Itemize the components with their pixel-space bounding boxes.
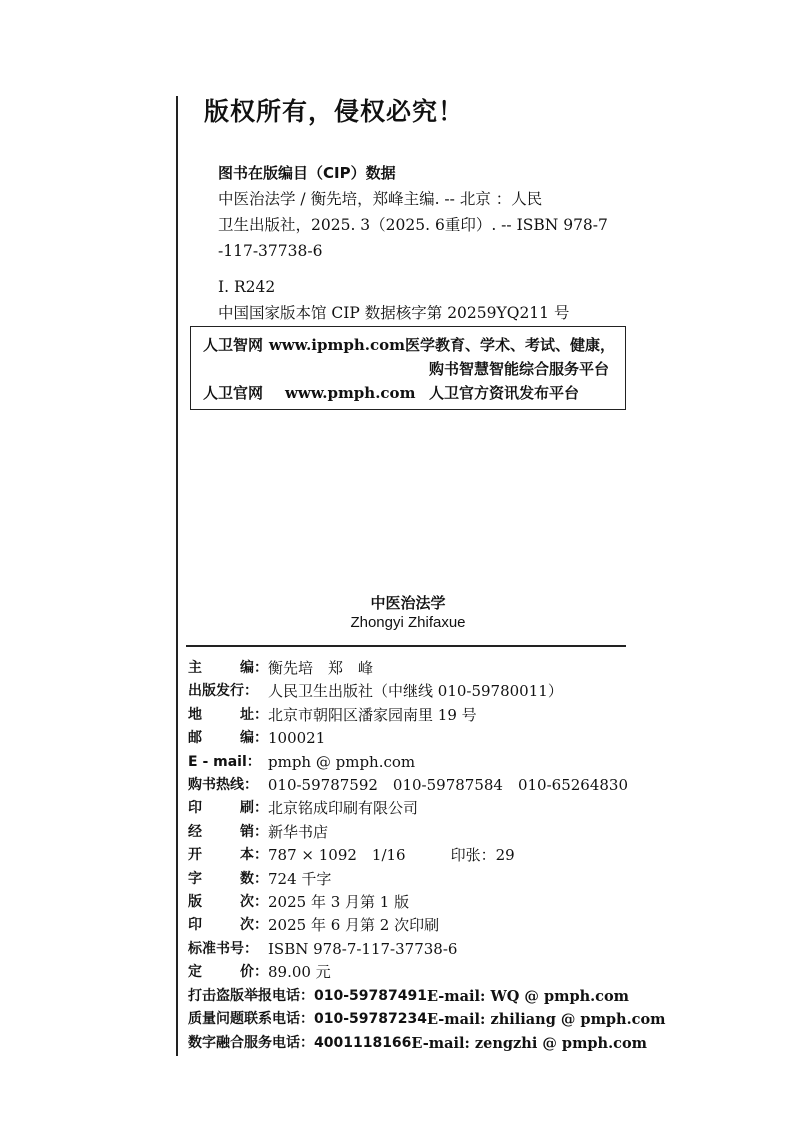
publication-row: [188, 891, 628, 914]
contact-email[interactable]: E-mail: zhiliang @ pmph.com: [426, 1011, 666, 1029]
cip-number: 中国国家版本馆 CIP 数据核字第 20259YQ211 号: [218, 304, 570, 322]
publication-value: 787 × 1092 1/16 印张：29: [268, 846, 515, 865]
publication-row: [188, 868, 628, 891]
publication-row: [188, 751, 628, 774]
margin-rule: [176, 96, 178, 1056]
site-url[interactable]: www.pmph.com: [285, 384, 416, 402]
publication-value: 100021: [268, 729, 326, 748]
publication-label: 字 数：: [188, 870, 268, 887]
cip-line-3: -117-37738-6: [218, 242, 323, 260]
publication-value: ISBN 978-7-117-37738-6: [268, 939, 458, 958]
contact-phone: 质量问题联系电话：010-59787234: [188, 1011, 427, 1028]
publication-label: 标准书号：: [188, 940, 258, 957]
publication-label: 地 址：: [188, 706, 268, 723]
divider: [186, 645, 626, 647]
publication-value: 北京铭成印刷有限公司: [268, 799, 419, 818]
publication-label: 开 本：: [188, 847, 268, 864]
publication-row: [188, 657, 628, 680]
website-info-box: [190, 326, 626, 410]
publication-label: E - mail：: [188, 753, 261, 770]
contact-row: [188, 985, 628, 1008]
publication-row: [188, 797, 628, 820]
publication-value: 2025 年 3 月第 1 版: [268, 893, 410, 912]
site-url[interactable]: www.ipmph.com: [268, 336, 405, 354]
cip-classification: Ⅰ. R242: [218, 278, 276, 296]
info-row: [203, 381, 615, 405]
publication-row: [188, 704, 628, 727]
info-row: [203, 357, 615, 381]
publication-label: 出版发行：: [188, 683, 258, 700]
publication-value: 新华书店: [268, 822, 329, 841]
site-name: 人卫智网: [203, 336, 264, 354]
cip-line-2: 卫生出版社，2025. 3（2025. 6重印）. -- ISBN 978-7: [218, 216, 608, 234]
publication-row: [188, 844, 628, 867]
publication-info: [188, 657, 666, 1055]
site-description: 人卫官方资讯发布平台: [429, 384, 580, 402]
publication-value: 人民卫生出版社（中继线 010-59780011）: [268, 682, 563, 701]
publication-value: 衡先培 郑 峰: [268, 659, 374, 677]
contact-email[interactable]: E-mail: WQ @ pmph.com: [426, 987, 630, 1005]
copyright-notice: 版权所有，侵权必究！: [204, 97, 465, 126]
publication-row: [188, 821, 628, 844]
info-row: [203, 333, 615, 357]
publication-row: [188, 961, 628, 984]
publication-label: 购书热线：: [188, 777, 258, 794]
site-name: [203, 357, 285, 381]
cip-heading: 图书在版编目（CIP）数据: [218, 164, 396, 182]
contact-row: [188, 1008, 666, 1031]
publication-label: 主 编：: [188, 660, 268, 676]
publication-value: 89.00 元: [268, 963, 331, 982]
publication-value: 724 千字: [268, 869, 332, 888]
publication-value: 010-59787592 010-59787584 010-65264830: [267, 776, 628, 795]
site-description: 购书智慧智能综合服务平台: [429, 360, 610, 378]
cip-line-1: 中医治法学 / 衡先培，郑峰主编. -- 北京 ：人民: [218, 190, 543, 208]
publication-label: 经 销：: [188, 823, 268, 840]
publication-row: [188, 938, 628, 961]
publication-row: [188, 680, 628, 703]
cip-data-block: [218, 160, 618, 326]
contact-phone: 打击盗版举报电话：010-59787491: [188, 987, 427, 1004]
site-description: 医学教育、学术、考试、健康，: [404, 336, 615, 354]
site-url: [285, 357, 429, 381]
publication-label: 印 次：: [188, 917, 268, 934]
site-name: 人卫官网: [203, 384, 264, 402]
book-title: 中医治法学: [370, 594, 446, 612]
publication-row: [188, 774, 628, 797]
publication-label: 印 刷：: [188, 800, 268, 817]
contact-phone: 数字融合服务电话：4001118166: [188, 1034, 412, 1051]
publication-label: 定 价：: [188, 964, 268, 981]
publication-value: 北京市朝阳区潘家园南里 19 号: [268, 705, 477, 724]
book-title-pinyin: Zhongyi Zhifaxue: [350, 614, 466, 631]
contact-email[interactable]: E-mail: zengzhi @ pmph.com: [411, 1034, 647, 1052]
contact-row: [188, 1032, 647, 1055]
publication-value: pmph @ pmph.com: [268, 752, 416, 771]
publication-label: 版 次：: [188, 894, 268, 911]
publication-label: 邮 编：: [188, 730, 268, 747]
publication-row: [188, 727, 628, 750]
publication-value: 2025 年 6 月第 2 次印刷: [268, 916, 440, 935]
publication-row: [188, 914, 628, 937]
